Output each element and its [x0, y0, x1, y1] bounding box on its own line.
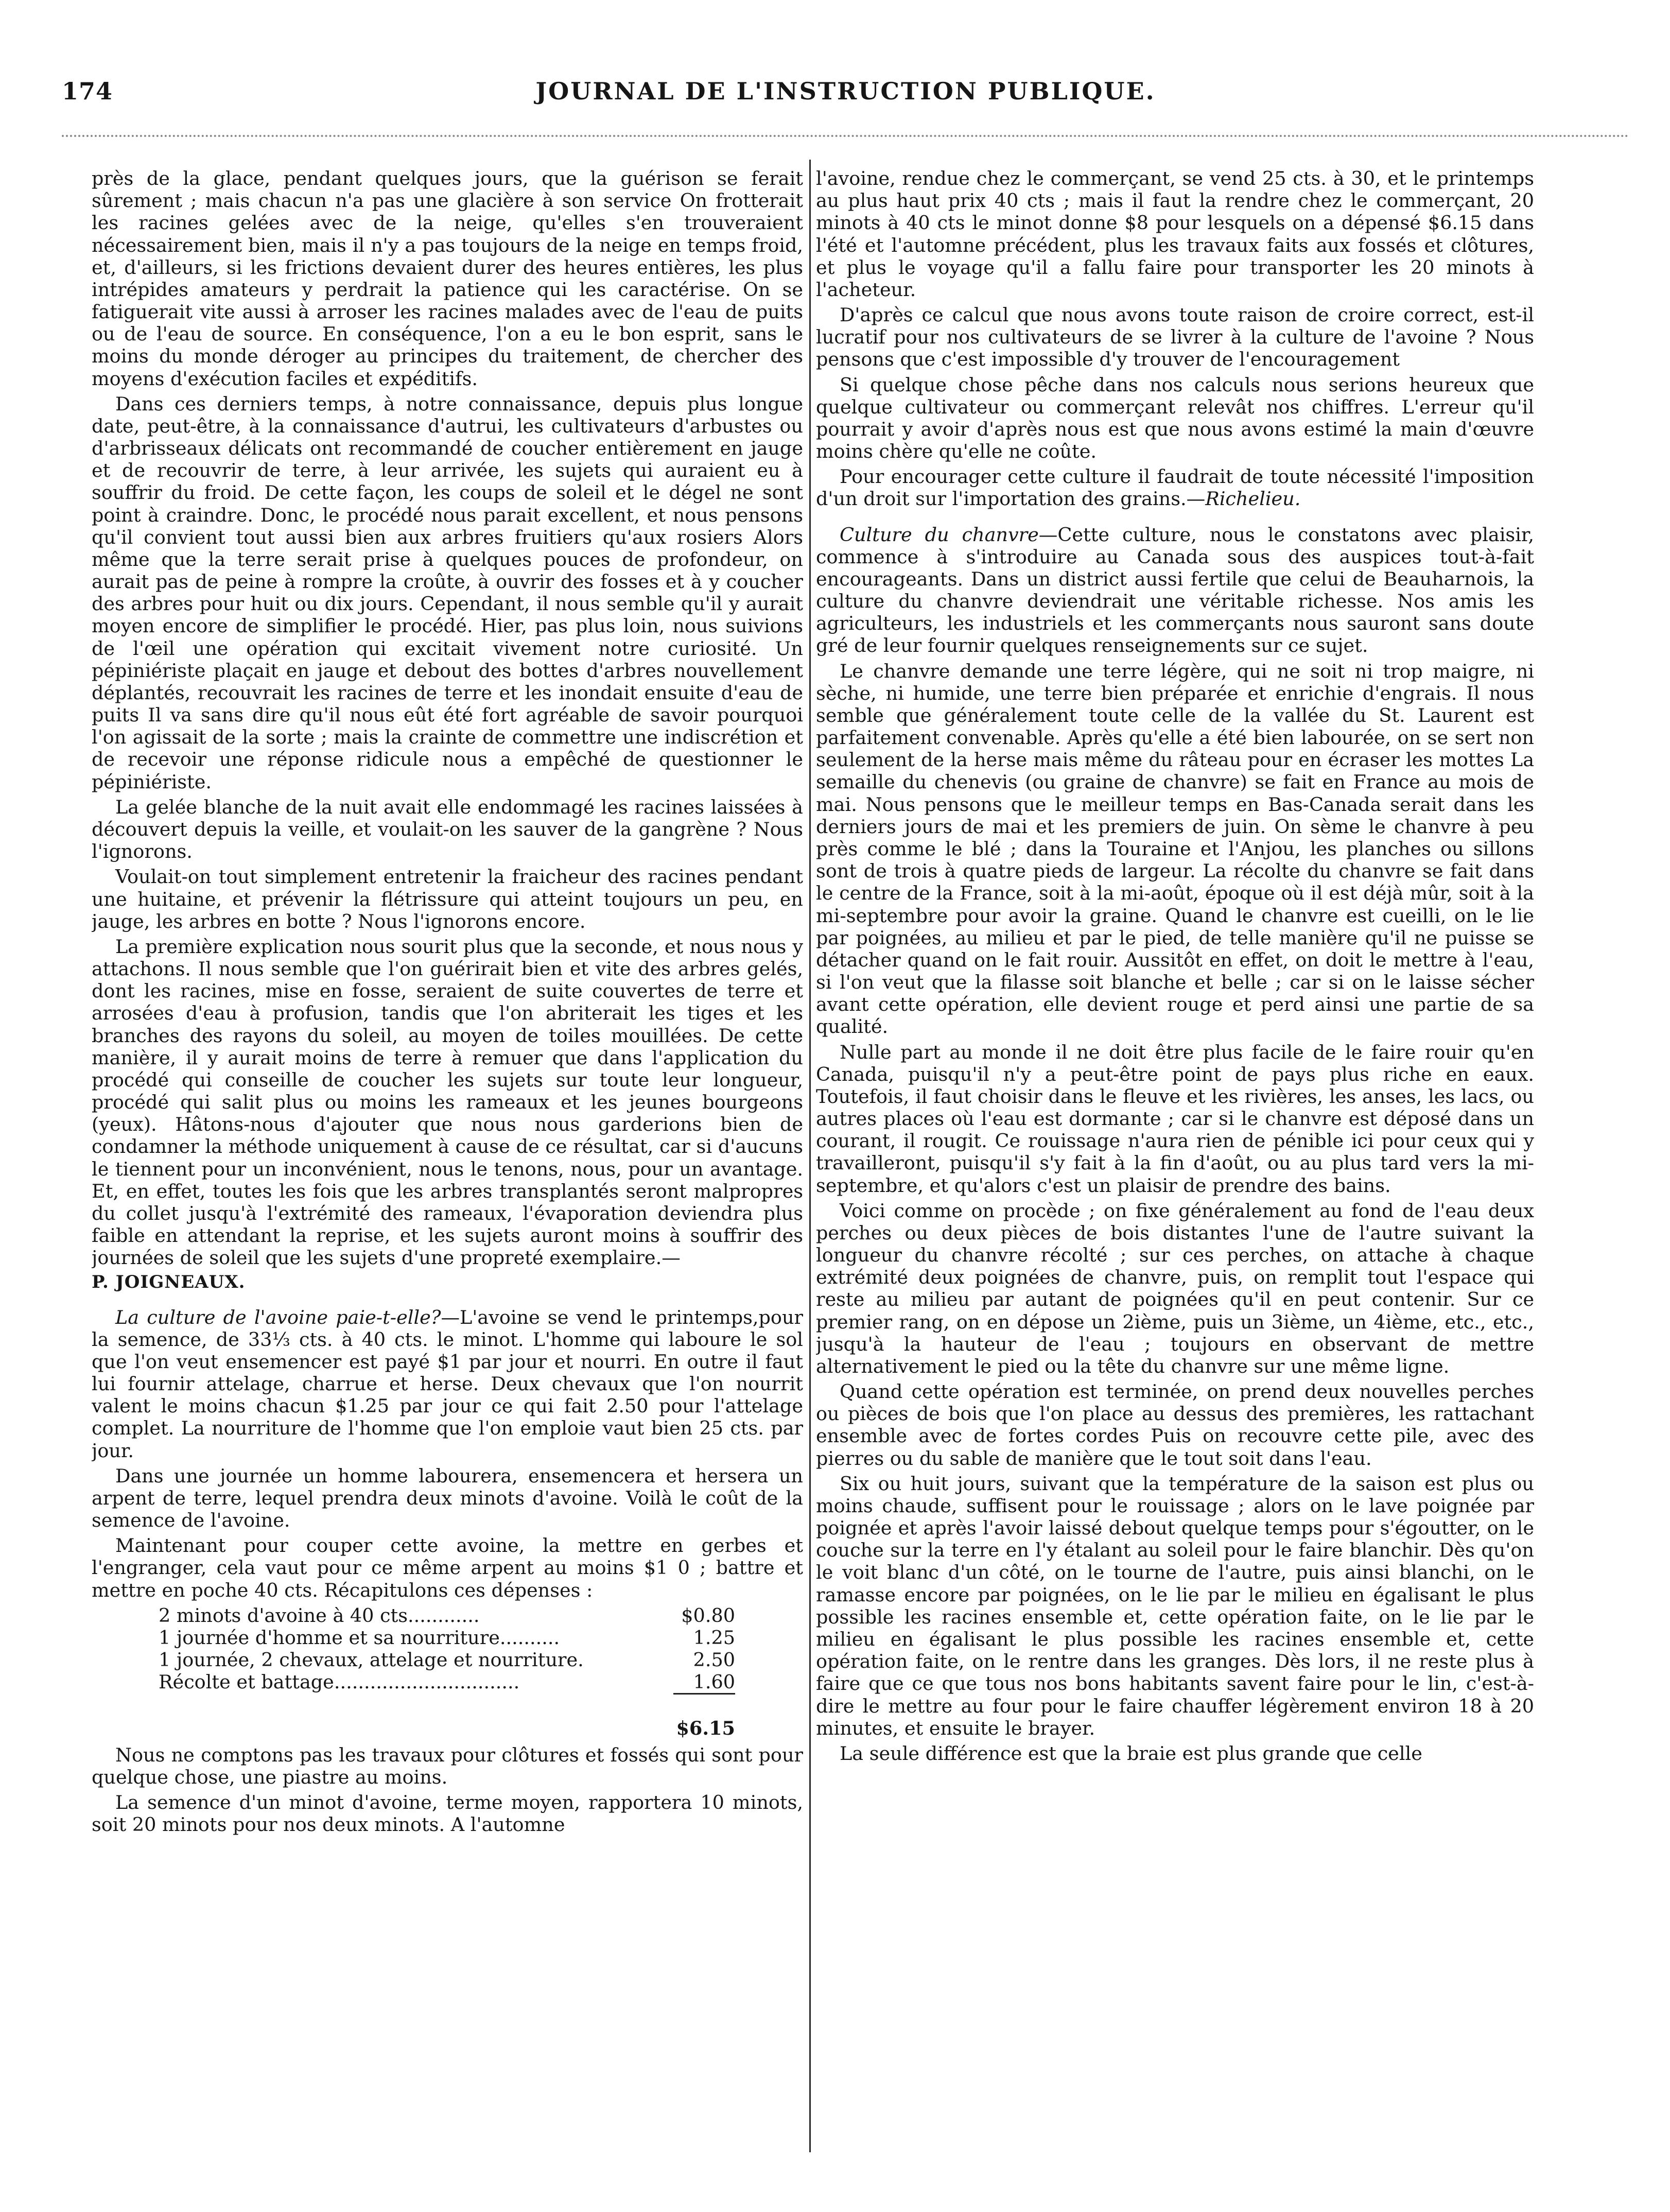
paragraph: Dans ces derniers temps, à notre connaissance, depuis plus longue date, peut-être, à la connaissance d'autrui, les cultivateurs d'arbustes ou d'arbrisseaux délicats ont recommandé de coucher entièrement en jauge et de recouvrir de terre, à leur arrivée, les sujets qui auraient eu à souffrir du froid. De cette façon, les coups de soleil et le dégel ne sont point à craindre. Donc, le procédé nous parait excellent, et nous pensons qu'il convient tout aussi bien aux arbres fruitiers qu'aux rosiers Alors même que la terre serait prise à quelques pouces de profondeur, on aurait pas de peine à rompre la croûte, à ouvrir des fosses et à y coucher des arbres pour huit ou dix jours. Cependant, il nous semble qu'il y aurait moyen encore de simplifier le procédé. Hier, pas plus loin, nous suivions de l'œil une opération qui excitait vivement notre curiosité. Un pépiniériste plaçait en jauge et debout des bottes d'arbres nouvellement déplantés, recouvrait les racines de terre et les inondait ensuite d'eau de puits Il va sans dire qu'il nous eût été fort agréable de savoir pourquoi l'on agissait de la sorte ; mais la crainte de commettre une indiscrétion et de recevoir une réponse ridicule nous a empêché de questionner le pépiniériste.: [92, 392, 803, 793]
paragraph-text: Pour encourager cette culture il faudrait de toute nécessité l'imposition d'un droit sur l'importation des grains.—: [816, 465, 1534, 510]
paragraph: Nulle part au monde il ne doit être plus facile de le faire rouir qu'en Canada, puisqu'il n'y a peut-être point de pays plus riche en eaux. Toutefois, il faut choisir dans le fleuve et les rivières, les anses, les lacs, ou autres places où l'eau est dormante ; car si le chanvre est déposé dans un courant, il rougit. Ce rouissage n'aura rien de pénible ici pour ceux qui y travailleront, puisqu'il s'y fait à la fin d'août, ou au plus tard vers la mi-septembre, et qu'alors c'est un plaisir de prendre des bains.: [816, 1041, 1534, 1197]
total-row: [159, 1694, 735, 1740]
expense-amount: 1.25: [693, 1626, 735, 1649]
paragraph: La semence d'un minot d'avoine, terme moyen, rapportera 10 minots, soit 20 minots pour nos deux minots. A l'automne: [92, 1791, 803, 1836]
article-title: La culture de l'avoine paie-t-elle?: [115, 1306, 441, 1328]
expense-amount: 2.50: [693, 1649, 735, 1671]
running-title: JOURNAL DE L'INSTRUCTION PUBLIQUE.: [535, 77, 1156, 105]
paragraph: l'avoine, rendue chez le commerçant, se vend 25 cts. à 30, et le printemps au plus haut prix 40 cts ; mais il faut la rendre chez le commerçant, 20 minots à 40 cts le minot donne $8 pour lesquels on a dépensé $6.15 dans l'été et l'automne précédent, plus les travaux faits aux fossés et clôtures, et plus le voyage qu'il a fallu faire pour transporter les 20 minots à l'acheteur.: [816, 167, 1534, 301]
total-amount: $6.15: [673, 1694, 735, 1740]
expense-item: 1 journée, 2 chevaux, attelage et nourriture.: [159, 1649, 584, 1671]
source-credit: Richelieu.: [1205, 488, 1301, 510]
paragraph: Voulait-on tout simplement entretenir la fraicheur des racines pendant une huitaine, et prévenir la flétrissure qui atteint toujours un peu, en jauge, les arbres en botte ? Nous l'ignorons encore.: [92, 866, 803, 932]
expense-recap-table: [159, 1604, 735, 1740]
left-column: [92, 167, 803, 2165]
expense-amount: 1.60: [693, 1671, 735, 1693]
paragraph-with-source: [816, 465, 1534, 510]
column-divider: [809, 160, 811, 2152]
page-number: 174: [62, 77, 113, 105]
article-title: Culture du chanvre: [840, 523, 1039, 546]
table-row: [159, 1604, 735, 1627]
paragraph: près de la glace, pendant quelques jours, que la guérison se ferait sûrement ; mais chacun n'a pas une glacière à son service On frotterait les racines gelées avec de la neige, qu'elles s'en trouveraient nécessairement bien, mais il n'y a pas toujours de la neige en temps froid, et, d'ailleurs, si les frictions devaient durer des heures entières, les plus intrépides amateurs y perdrait la patience qui les caractérise. On se fatiguerait vite aussi à arroser les racines malades avec de l'eau de puits ou de l'eau de source. En conséquence, l'on a eu le bon esprit, sans le moins du monde déroger au principes du traitement, de chercher des moyens d'exécution faciles et expéditifs.: [92, 167, 803, 390]
paragraph: Nous ne comptons pas les travaux pour clôtures et fossés qui sont pour quelque chose, une piastre au moins.: [92, 1743, 803, 1788]
table-row: [159, 1627, 735, 1649]
paragraph: La gelée blanche de la nuit avait elle endommagé les racines laissées à découvert depuis la veille, et voulait-on les sauver de la gangrène ? Nous l'ignorons.: [92, 796, 803, 863]
expense-item: Récolte et battage...............................: [159, 1671, 520, 1693]
paragraph: Quand cette opération est terminée, on prend deux nouvelles perches ou pièces de bois que l'on place au dessus des premières, les rattachant ensemble avec de fortes cordes Puis on recouvre cette pile, avec des pierres ou du sable de manière que le tout soit dans l'eau.: [816, 1380, 1534, 1470]
page-header: [62, 77, 1629, 111]
paragraph: Le chanvre demande une terre légère, qui ne soit ni trop maigre, ni sèche, ni humide, une terre bien préparée et enrichie d'engrais. Il nous semble que généralement toute celle de la vallée du St. Laurent est parfaitement convenable. Après qu'elle a été bien labourée, on se sert non seulement de la herse mais même du râteau pour en écraser les mottes La semaille du chenevis (ou graine de chanvre) se fait en France au mois de mai. Nous pensons que le meilleur temps en Bas-Canada serait dans les derniers jours de mai et les premiers de juin. On sème le chanvre à peu près comme le blé ; dans la Touraine et l'Anjou, les planches ou sillons sont de trois à quatre pieds de largeur. La récolte du chanvre se fait dans le centre de la France, soit à la mi-août, époque où il est déjà mûr, soit à la mi-septembre pour avoir la graine. Quand le chanvre est cueilli, on le lie par poignées, au milieu et par le pied, de telle manière qu'il ne puisse se détacher quand on le fait rouir. Aussitôt en effet, on doit le mettre à l'eau, si l'on veut que la filasse soit blanche et belle ; car si on le laisse sécher avant cette opération, elle devient rouge et perd ainsi une partie de sa qualité.: [816, 660, 1534, 1038]
signature: P. JOIGNEAUX.: [92, 1272, 246, 1293]
table-row: [159, 1671, 735, 1694]
header-rule: [62, 135, 1629, 137]
article-avoine-intro: [92, 1306, 803, 1462]
paragraph: Si quelque chose pêche dans nos calculs nous serions heureux que quelque cultivateur ou commerçant relevât nos chiffres. L'erreur qu'il pourrait y avoir d'après nous est que nous avons estimé la main d'œuvre moins chère qu'elle ne coûte.: [816, 373, 1534, 463]
paragraph: Dans une journée un homme labourera, ensemencera et hersera un arpent de terre, lequel prendra deux minots d'avoine. Voilà le coût de la semence de l'avoine.: [92, 1464, 803, 1532]
expense-item: 1 journée d'homme et sa nourriture..........: [159, 1626, 560, 1649]
paragraph-text: —Cette culture, nous le constatons avec plaisir, commence à s'introduire au Canada sous des auspices tout-à-fait encourageants. Dans un district aussi fertile que celui de Beauharnois, la culture du chanvre deviendrait une véritable richesse. Nos amis les agriculteurs, les industriels et les commerçants nous sauront sans doute gré de leur fournir quelques renseignements sur ce sujet.: [816, 523, 1534, 657]
paragraph: Six ou huit jours, suivant que la température de la saison est plus ou moins chaude, suffisent pour le rouissage ; alors on le lave poignée par poignée et après l'avoir laissé debout quelque temps pour s'égoutter, on le couche sur la terre en l'y étalant au soleil pour le faire blanchir. Dès qu'on le voit blanc d'un côté, on le tourne de l'autre, puis ainsi blanchi, on le ramasse encore par poignées, on le lie par le milieu en égalisant le plus possible les racines ensemble et, cette opération faite, on le lie par le milieu en égalisant le plus possible les racines ensemble et, cette opération faite, on le rentre dans les granges. Dès lors, il ne reste plus à faire que ce que tous nos bons habitants savent faire pour le lin, c'est-à-dire le mettre au four pour le faire chauffer légèrement environ 18 à 20 minutes, et ensuite le brayer.: [816, 1472, 1534, 1739]
paragraph: La première explication nous sourit plus que la seconde, et nous nous y attachons. Il nous semble que l'on guérirait bien et vite des arbres gelés, dont les racines, mise en fosse, seraient de suite couvertes de terre et arrosées d'eau à profusion, tandis que l'on abriterait les tiges et les branches des rayons du soleil, au moyen de toiles mouillées. De cette manière, il y aurait moins de terre à remuer que dans l'application du procédé qui conseille de coucher les sujets sur toute leur longueur, procédé qui salit plus ou moins les rameaux et les jeunes bourgeons (yeux). Hâtons-nous d'ajouter que nous nous garderions bien de condamner la méthode uniquement à cause de ce résultat, car si d'aucuns le tiennent pour un inconvénient, nous le tenons, nous, pour un avantage. Et, en effet, toutes les fois que les arbres transplantés seront malpropres du collet jusqu'à l'extrémité des rameaux, l'évaporation deviendra plus faible en attendant la reprise, et les sujets auront moins à souffrir des journées de soleil que les sujets d'une propreté exemplaire.—: [92, 935, 803, 1269]
expense-item: 2 minots d'avoine à 40 cts............: [159, 1604, 480, 1627]
expense-amount: $0.80: [681, 1604, 735, 1627]
paragraph: Maintenant pour couper cette avoine, la mettre en gerbes et l'engranger, cela vaut pour ce même arpent au moins $1 0 ; battre et mettre en poche 40 cts. Récapitulons ces dépenses :: [92, 1534, 803, 1601]
article-chanvre-intro: [816, 524, 1534, 657]
total-spacer: [159, 1694, 673, 1740]
table-row: [159, 1649, 735, 1671]
paragraph: D'après ce calcul que nous avons toute raison de croire correct, est-il lucratif pour nos cultivateurs de se livrer à la culture de l'avoine ? Nous pensons que c'est impossible d'y trouver de l'encouragement: [816, 304, 1534, 371]
paragraph: La seule différence est que la braie est plus grande que celle: [840, 1742, 1422, 1765]
paragraph: Voici comme on procède ; on fixe généralement au fond de l'eau deux perches ou deux pièces de bois distantes l'une de l'autre suivant la longueur du chanvre récolté ; sur ces perches, on attache à chaque extrémité deux poignées de chanvre, puis, on remplit tout l'espace qui reste au milieu par autant de poignées qu'il en peut contenir. Sur ce premier rang, on en dépose un 2ième, puis un 3ième, un 4ième, etc., etc., jusqu'à la hauteur de l'eau ; toujours en observant de mettre alternativement le pied ou la tête du chanvre sur une même ligne.: [816, 1199, 1534, 1377]
paragraph-text: —L'avoine se vend le printemps,pour la semence, de 33⅓ cts. à 40 cts. le minot. L'homme qui laboure le sol que l'on veut ensemencer est payé $1 par jour et nourri. En outre il faut lui fournir attelage, charrue et herse. Deux chevaux que l'on nourrit valent le moins chacun $1.25 par jour ce qui fait 2.50 pour l'attelage complet. La nourriture de l'homme que l'on emploie vaut bien 25 cts. par jour.: [92, 1306, 803, 1462]
right-column: [816, 167, 1534, 2165]
